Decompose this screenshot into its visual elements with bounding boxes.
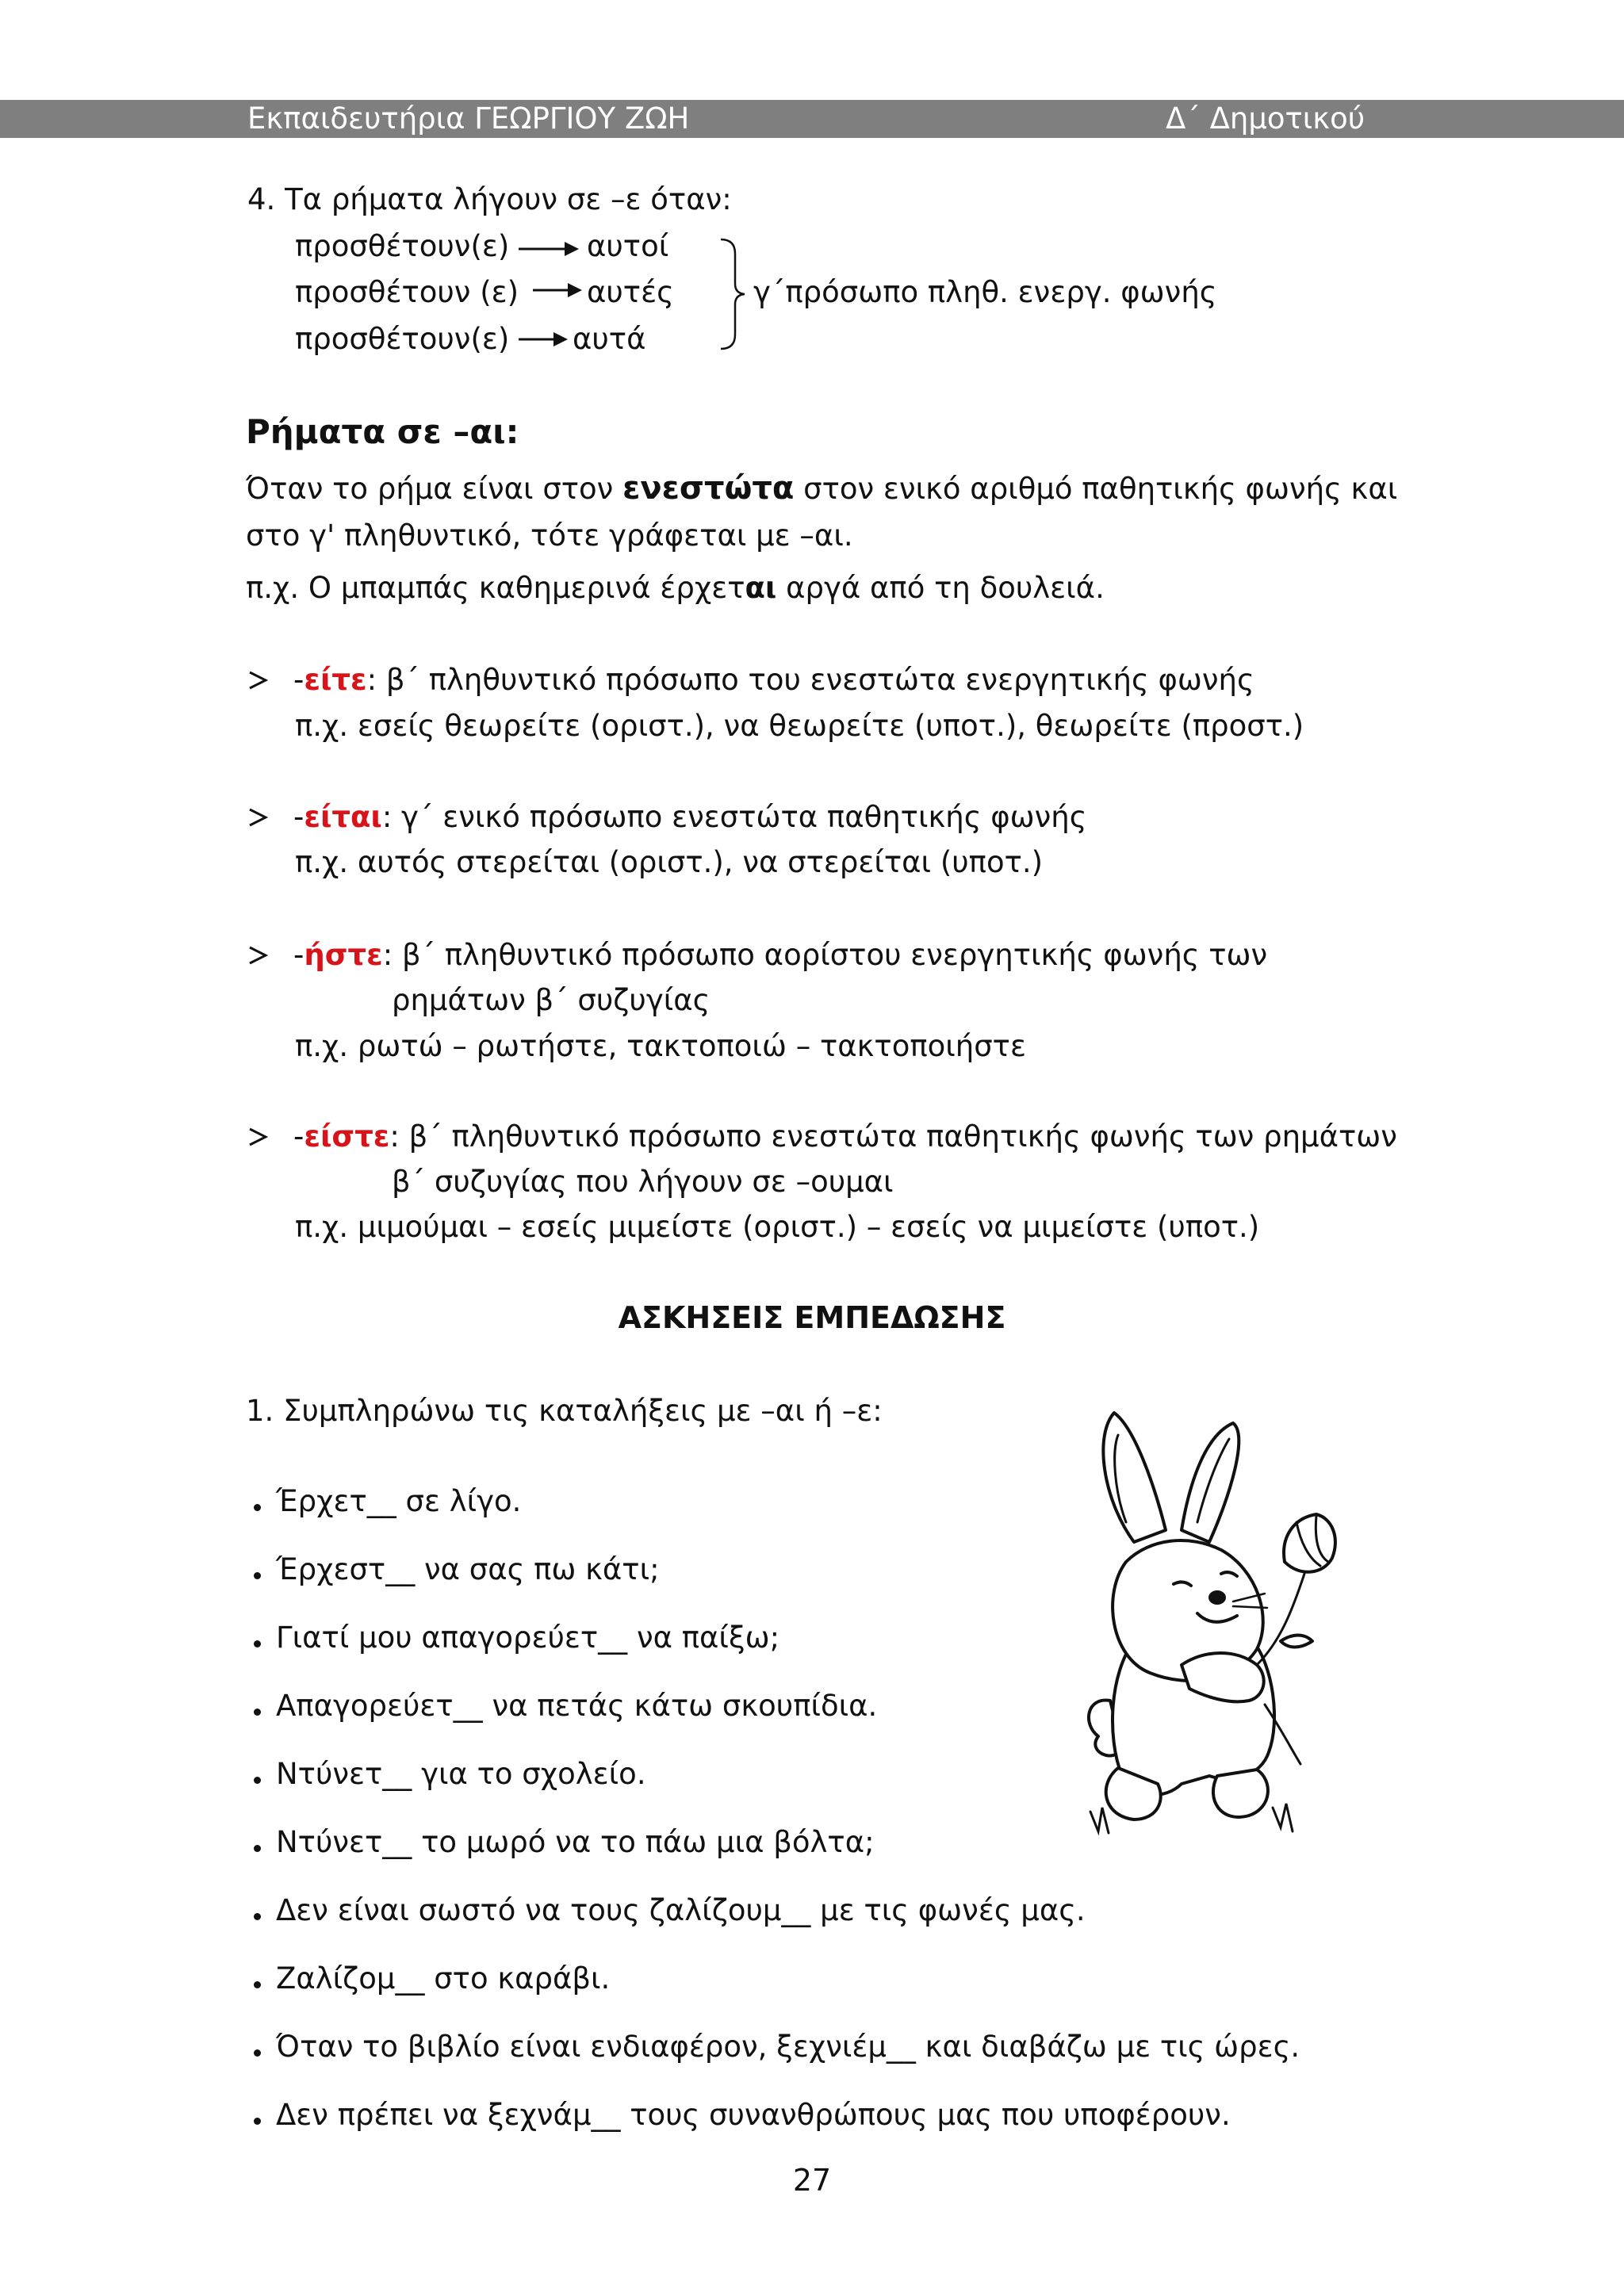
bullet-dot [254, 1640, 261, 1647]
text-span: : β΄ πληθυντικό πρόσωπο του ενεστώτα ενεργητικής φωνής [366, 663, 1254, 697]
bullet-dot [254, 1572, 261, 1579]
bullet-eiste-example: π.χ. μιμούμαι – εσείς μιμείστε (οριστ.) – εσείς να μιμείστε (υποτ.) [295, 1210, 1260, 1244]
bullet-dot [254, 1845, 261, 1852]
exercise-item-4: Απαγορεύετ__ να πετάς κάτω σκουπίδια. [276, 1689, 878, 1723]
rule4-verb-3: προσθέτουν(ε) [295, 322, 510, 356]
bullet-eitai: -είται: γ΄ ενικό πρόσωπο ενεστώτα παθητικής φωνής [293, 800, 1087, 834]
text-span: Όταν το ρήμα είναι στον [246, 472, 623, 506]
header-school-name: Εκπαιδευτήρια ΓΕΩΡΓΙΟΥ ΖΩΗ [247, 101, 690, 136]
exercise-item-10: Δεν πρέπει να ξεχνάμ__ τους συνανθρώπους μας που υποφέρουν. [276, 2098, 1231, 2132]
exercise-item-9: Όταν το βιβλίο είναι ενδιαφέρον, ξεχνιέμ__ και διαβάζω με τις ώρες. [276, 2030, 1300, 2064]
bold-word-enestota: ενεστώτα [622, 470, 795, 507]
arrowhead-bullet-icon [247, 945, 268, 966]
bullet-dot [254, 1709, 261, 1716]
arrowhead-bullet-icon [247, 1127, 268, 1147]
bullet-dot [254, 2049, 261, 2057]
bunny-with-flower-illustration [1078, 1403, 1340, 1847]
bullet-eiste-desc-cont: β΄ συζυγίας που λήγουν σε –ουμαι [392, 1165, 894, 1199]
rule4-verb-1: προσθέτουν(ε) [295, 229, 510, 263]
text-span: : γ΄ ενικό πρόσωπο ενεστώτα παθητικής φωνής [381, 800, 1087, 834]
bullet-dot [254, 1981, 261, 1988]
section-ai-paragraph-line2: στο γ' πληθυντικό, τότε γράφεται με –αι. [246, 519, 853, 553]
rule4-pronoun-1: αυτοί [587, 229, 669, 263]
arrowhead-bullet-icon [247, 807, 268, 828]
rule4-pronoun-3: αυτά [573, 322, 646, 356]
rule4-title: 4. Τα ρήματα λήγουν σε –ε όταν: [247, 182, 732, 216]
bullet-eitai-example: π.χ. αυτός στερείται (οριστ.), να στερείται (υποτ.) [295, 845, 1044, 879]
page-header [0, 100, 1624, 138]
text-span: π.χ. Ο μπαμπάς καθημερινά έρχετ [246, 571, 745, 605]
ending-iste: ήστε [304, 938, 383, 972]
rule4-brace-label: γ΄πρόσωπο πληθ. ενεργ. φωνής [753, 275, 1217, 309]
ending-eitai: είται [304, 800, 382, 834]
exercise-item-7: Δεν είναι σωστό να τους ζαλίζουμ__ με τις φωνές μας. [276, 1893, 1086, 1927]
bullet-eiste: -είστε: β΄ πληθυντικό πρόσωπο ενεστώτα παθητικής φωνής των ρημάτων [293, 1119, 1397, 1154]
bullet-eite-example: π.χ. εσείς θεωρείτε (οριστ.), να θεωρείτε (υποτ.), θεωρείτε (προστ.) [295, 709, 1304, 743]
bullet-dot [254, 2118, 261, 2125]
exercise-item-6: Ντύνετ__ το μωρό να το πάω μια βόλτα; [276, 1825, 875, 1859]
section-title-ai: Ρήματα σε –αι: [246, 412, 519, 451]
exercise-1-instruction: 1. Συμπληρώνω τις καταλήξεις με –αι ή –ε: [246, 1394, 883, 1428]
bullet-eite: -είτε: β΄ πληθυντικό πρόσωπο του ενεστώτα ενεργητικής φωνής [293, 663, 1254, 697]
text-span: : β΄ πληθυντικό πρόσωπο ενεστώτα παθητικής φωνής των ρημάτων [389, 1119, 1397, 1154]
ending-eiste: είστε [304, 1119, 390, 1154]
bold-ending-ai: αι [745, 571, 777, 605]
bullet-iste: -ήστε: β΄ πληθυντικό πρόσωπο αορίστου ενεργητικής φωνής των [293, 938, 1268, 972]
exercises-title: ΑΣΚΗΣΕΙΣ ΕΜΠΕΔΩΣΗΣ [618, 1300, 1006, 1335]
bullet-dot [254, 1913, 261, 1920]
arrowhead-bullet-icon [247, 670, 268, 691]
bullet-dot [254, 1504, 261, 1511]
exercise-item-5: Ντύνετ__ για το σχολείο. [276, 1757, 646, 1791]
arrow-icon [531, 282, 584, 301]
arrow-icon [517, 330, 569, 349]
exercise-item-2: Έρχεστ__ να σας πω κάτι; [276, 1552, 660, 1586]
curly-brace-icon [718, 236, 749, 352]
text-span: στον ενικό αριθμό παθητικής φωνής και [794, 472, 1398, 506]
ending-eite: είτε [304, 663, 367, 697]
exercise-item-8: Ζαλίζομ__ στο καράβι. [276, 1961, 611, 1996]
header-grade: Δ΄ Δημοτικού [1166, 101, 1365, 136]
text-span: αργά από τη δουλειά. [776, 571, 1105, 605]
bullet-iste-example: π.χ. ρωτώ – ρωτήστε, τακτοποιώ – τακτοποιήστε [295, 1029, 1026, 1063]
arrow-icon [517, 238, 580, 257]
bullet-iste-desc-cont: ρημάτων β΄ συζυγίας [392, 983, 710, 1017]
section-ai-paragraph-line1 [246, 469, 1397, 508]
exercise-item-3: Γιατί μου απαγορεύετ__ να παίξω; [276, 1621, 780, 1655]
page-number: 27 [792, 2163, 832, 2198]
rule4-verb-2: προσθέτουν (ε) [295, 275, 519, 309]
bullet-dot [254, 1777, 261, 1784]
rule4-pronoun-2: αυτές [587, 275, 674, 309]
exercise-item-1: Έρχετ__ σε λίγο. [276, 1484, 522, 1518]
section-ai-example [246, 569, 1105, 607]
text-span: : β΄ πληθυντικό πρόσωπο αορίστου ενεργητικής φωνής των [382, 938, 1268, 972]
